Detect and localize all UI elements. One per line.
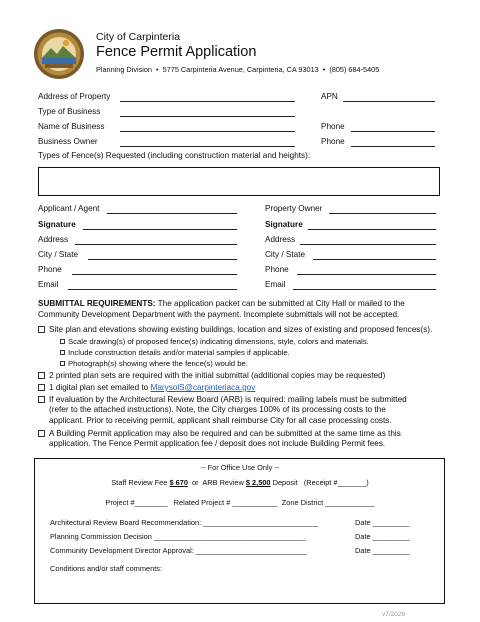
planning-date: Date _________ [355, 532, 410, 541]
applicant-phone-label: Phone [38, 265, 62, 274]
requirement-printed-sets: 2 printed plan sets are required with the initial submittal (additional copies may be requested) [38, 371, 385, 381]
cdd-approval-line: Community Development Director Approval: ___________________________ [50, 546, 307, 555]
applicant-agent-label: Applicant / Agent [38, 204, 100, 213]
owner-phone-field[interactable] [351, 146, 435, 147]
applicant-agent-field[interactable] [107, 213, 237, 214]
checkbox[interactable] [60, 361, 65, 366]
city-seal-logo [33, 28, 85, 80]
owner-signature-field[interactable] [308, 229, 436, 230]
address-of-property-field[interactable] [120, 101, 295, 102]
requirement-arb: If evaluation by the Architectural Review Board (ARB) is required: mailing labels must be submitted (refer to the attached instructions). Note, the City charges 100% of its processing costs to the applicant. Prior to receiving permit, applicant shall reimburse City for all case processing costs. [38, 395, 407, 426]
checkbox[interactable] [38, 384, 45, 391]
owner-signature-label: Signature [265, 220, 303, 229]
apn-field[interactable] [343, 101, 435, 102]
checkbox[interactable] [60, 350, 65, 355]
applicant-city-state-label: City / State [38, 250, 79, 259]
fence-types-input-box[interactable] [38, 167, 440, 196]
requirement-building-permit: A Building Permit application may also be required and can be submitted at the same time as this application. The Fence Permit application fee / deposit does not include Building Permit fees. [38, 429, 401, 450]
business-phone-field[interactable] [351, 131, 435, 132]
requirement-digital-set: 1 digital plan set emailed to MarysolS@carpinteriaca.gov [38, 383, 255, 393]
owner-address-field[interactable] [300, 244, 436, 245]
requirement-scale-drawing: Scale drawing(s) of proposed fence(s) indicating dimensions, style, colors and materials. [60, 337, 369, 346]
applicant-email-field[interactable] [68, 289, 237, 290]
owner-email-label: Email [265, 280, 286, 289]
applicant-address-label: Address [38, 235, 69, 244]
applicant-signature-field[interactable] [83, 229, 237, 230]
city-name: City of Carpinteria [96, 31, 181, 43]
project-line: Project #________ Related Project # ___________ Zone District ____________ [105, 498, 375, 507]
fee-line: Staff Review Fee $ 670 or ARB Review $ 2,500 Deposit (Receipt #_______) [111, 478, 369, 487]
header-contact: Planning Division • 5775 Carpinteria Avenue, Carpinteria, CA 93013 • (805) 684-5405 [96, 65, 380, 74]
requirement-construction-details: Include construction details and/or material samples if applicable. [60, 348, 290, 357]
checkbox[interactable] [60, 339, 65, 344]
type-of-business-label: Type of Business [38, 107, 101, 116]
arb-recommendation-line: Architectural Review Board Recommendation: ____________________________ [50, 518, 319, 527]
business-owner-label: Business Owner [38, 137, 98, 146]
business-owner-field[interactable] [120, 146, 295, 147]
property-owner-field[interactable] [329, 213, 436, 214]
office-use-title: -- For Office Use Only -- [200, 463, 280, 472]
applicant-signature-label: Signature [38, 220, 76, 229]
name-of-business-field[interactable] [120, 131, 295, 132]
name-of-business-label: Name of Business [38, 122, 105, 131]
version-label: v7/2026 [382, 611, 406, 618]
planning-commission-line: Planning Commission Decision _____________________________________ [50, 532, 307, 541]
fence-types-label: Types of Fence(s) Requested (including construction material and heights): [38, 151, 311, 160]
staff-comments-label: Conditions and/or staff comments: [50, 564, 163, 573]
owner-city-state-field[interactable] [313, 259, 436, 260]
checkbox[interactable] [38, 372, 45, 379]
checkbox[interactable] [38, 326, 45, 333]
property-owner-label: Property Owner [265, 204, 323, 213]
applicant-email-label: Email [38, 280, 59, 289]
cdd-date: Date _________ [355, 546, 410, 555]
address-of-property-label: Address of Property [38, 92, 111, 101]
email-link[interactable]: MarysolS@carpinteriaca.gov [150, 383, 256, 392]
requirement-site-plan: Site plan and elevations showing existing buildings, location and sizes of existing and proposed fences(s). [38, 325, 432, 335]
checkbox[interactable] [38, 430, 45, 437]
applicant-city-state-field[interactable] [88, 259, 237, 260]
owner-email-field[interactable] [293, 289, 436, 290]
owner-phone-label-2: Phone [265, 265, 289, 274]
type-of-business-field[interactable] [120, 116, 295, 117]
apn-label: APN [321, 92, 338, 101]
owner-phone-field-2[interactable] [297, 274, 436, 275]
owner-city-state-label: City / State [265, 250, 306, 259]
requirement-photographs: Photograph(s) showing where the fence(s) would be. [60, 359, 248, 368]
business-phone-label: Phone [321, 122, 345, 131]
applicant-phone-field[interactable] [72, 274, 237, 275]
owner-phone-label: Phone [321, 137, 345, 146]
owner-address-label: Address [265, 235, 296, 244]
arb-date: Date _________ [355, 518, 410, 527]
submittal-intro: SUBMITTAL REQUIREMENTS: The application packet can be submitted at City Hall or mailed to the Community Development Department with the payment. Incomplete submittals will not be accepted. [38, 299, 405, 319]
applicant-address-field[interactable] [75, 244, 237, 245]
checkbox[interactable] [38, 396, 45, 403]
page-title: Fence Permit Application [96, 44, 257, 60]
